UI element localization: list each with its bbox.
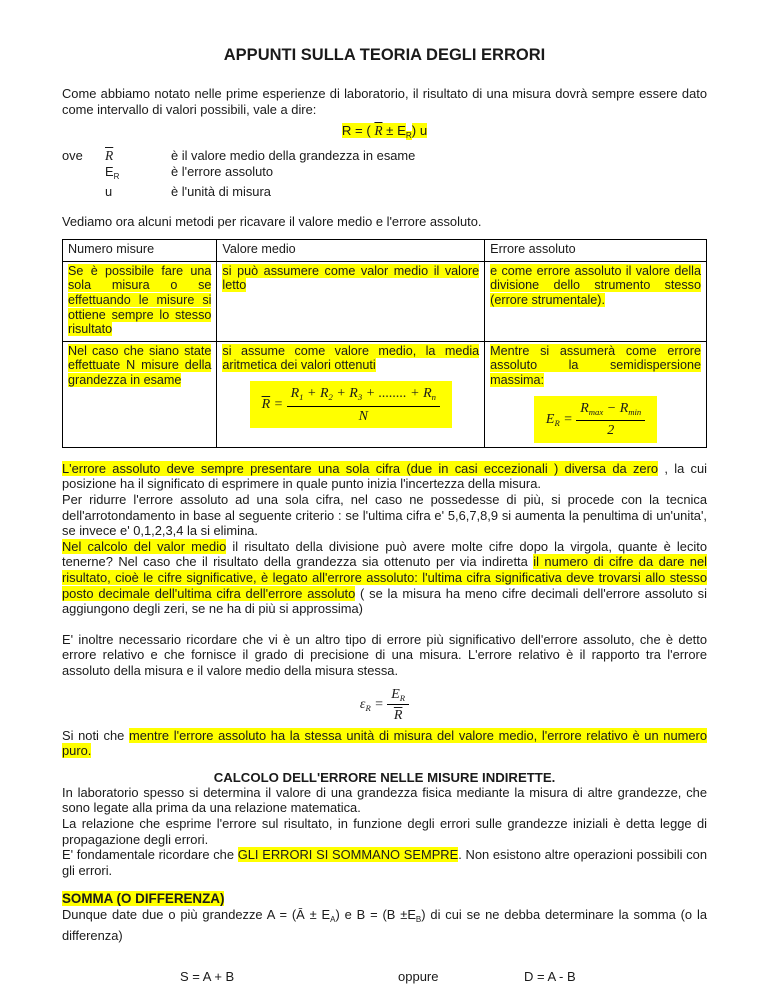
definition-row: [62, 184, 707, 200]
symbol-rbar-description: è il valore medio della grandezza in esame: [171, 148, 416, 164]
symbol-u-description: è l'unità di misura: [171, 184, 271, 200]
mean-formula: [250, 381, 452, 428]
header-errore-assoluto: Errore assoluto: [485, 240, 707, 262]
text-segment: Si noti che: [62, 727, 129, 743]
intro-paragraph: Come abbiamo notato nelle prime esperienze di laboratorio, il risultato di una misura dovrà sempre essere dato come intervallo di valori possibili, vale a dire:: [62, 86, 707, 117]
table-row: [63, 341, 707, 447]
paragraph-sum-definition: [62, 907, 707, 943]
section-heading-indirect-measures: CALCOLO DELL'ERRORE NELLE MISURE INDIRETTE.: [213, 769, 556, 785]
fraction-denominator: [387, 705, 409, 724]
error-methods-table: [62, 239, 707, 448]
text-segment: , la cui posizione ha il significato di esprimere in quale punto inizia l'incertezza della misura.: [62, 460, 707, 492]
error-formula: [534, 396, 657, 443]
text-segment: E: [545, 411, 555, 427]
text-segment: R = (: [341, 123, 375, 139]
section-heading-somma: [62, 891, 707, 906]
text-segment: =: [370, 696, 388, 712]
text-segment: =: [559, 411, 577, 427]
text-segment: E: [391, 686, 400, 702]
cell-mean-read-value: [217, 261, 485, 341]
sum-difference-formula-row: [62, 969, 707, 987]
equation-lhs: [546, 410, 576, 426]
relative-error-formula-line: [62, 685, 707, 724]
semidispersion-description: [490, 344, 701, 388]
text-segment: min: [628, 406, 642, 417]
text-segment: il numero di cifre da dare nel risultato, cioè le cifre significative, è legato all'errore assoluto: l'ultima cifra significativa deve trovarsi allo stesso posto decimale dell'ultima cifra dell'errore assoluto: [62, 554, 708, 601]
mean-formula-wrap: [222, 373, 479, 428]
text-segment: u: [105, 184, 113, 200]
text-segment: L'errore assoluto deve sempre presentare una sola cifra (due in casi eccezionali ) diversa da zero: [62, 460, 659, 476]
text-segment: si può assumere come valor medio il valore letto: [222, 263, 480, 293]
equation: [546, 400, 645, 439]
text-segment: E' inoltre necessario ricordare che vi è un altro tipo di errore più significativo dell'errore assoluto, che è detto errore relativo e che fornisce il grado di precisione di una misura. L'errore relativo è il rapporto tra l'errore assoluto della misura e il valore medio della misura stessa.: [62, 631, 707, 678]
text-segment: 3: [357, 392, 363, 402]
spacer: [62, 184, 105, 200]
result-formula: [338, 122, 431, 141]
result-formula-line: [62, 122, 707, 141]
text-segment: − R: [603, 400, 629, 416]
text-segment: e come errore assoluto il valore della divisione dello strumento stesso (errore strumentale).: [490, 263, 701, 307]
table-header-row: [63, 240, 707, 262]
paragraph-rounding-rule: [62, 492, 707, 539]
text-segment: =: [270, 397, 287, 413]
text-segment: R: [554, 417, 560, 428]
text-segment: + R: [332, 385, 358, 401]
text-segment: Mentre si assumerà come errore assoluto la semidispersione massima:: [490, 343, 701, 387]
text-segment: La relazione che esprime l'errore sul risultato, in funzione degli errori sulle grandezze iniziali è detta legge di propagazione degli errori.: [62, 815, 707, 847]
text-segment: R: [405, 131, 412, 141]
difference-formula: D = A - B: [524, 969, 576, 985]
text-segment: R: [113, 171, 120, 181]
text-segment: + R: [303, 385, 329, 401]
equation: [360, 685, 409, 724]
cell-instrument-error: [485, 261, 707, 341]
text-segment: R: [399, 692, 406, 703]
text-segment: ε: [359, 696, 366, 712]
mean-description: [222, 344, 479, 373]
text-segment: si assume come valore medio, la media aritmetica dei valori ottenuti: [222, 343, 480, 373]
cell-arithmetic-mean: [217, 341, 485, 447]
equation: [262, 385, 440, 424]
text-segment: ) e B = (B ±E: [335, 907, 416, 923]
text-segment: R: [365, 702, 371, 713]
definition-row: [62, 148, 707, 164]
table-row: [63, 261, 707, 341]
ove-label: ove: [62, 148, 83, 164]
text-segment: E: [105, 163, 114, 179]
methods-intro-paragraph: Vediamo ora alcuni metodi per ricavare il valore medio e l'errore assoluto.: [62, 213, 482, 229]
fraction-denominator: [287, 407, 440, 425]
fraction-numerator: [387, 685, 409, 705]
paragraph-single-digit-rule: [62, 461, 707, 492]
text-segment: ) u: [411, 123, 428, 139]
text-segment: Per ridurre l'errore assoluto ad una sola cifra, nel caso ne possedesse di più, si procede con la tecnica dell'arrotondamento in base al seguente criterio : se l'ultima cifra e' 5,6,7,8,9 si aumenta la penultima di un'unita', se invece e' 0,1,2,3,4 la si elimina.: [62, 491, 707, 539]
paragraph-propagation-law: [62, 816, 707, 847]
page-title: APPUNTI SULLA TEORIA DEGLI ERRORI: [223, 46, 546, 64]
header-numero-misure: Numero misure: [63, 240, 217, 262]
text-segment: . Non esistono altre operazioni possibili con gli errori.: [62, 847, 707, 878]
text-segment: 1: [299, 392, 304, 402]
text-segment: N: [358, 408, 368, 424]
sum-formula: S = A + B: [180, 969, 235, 985]
document-content: [62, 46, 707, 987]
text-segment: mentre l'errore assoluto ha la stessa unità di misura del valore medio, l'errore relativo è un numero puro.: [62, 727, 707, 759]
symbol-er-description: è l'errore assoluto: [171, 163, 274, 179]
text-segment: GLI ERRORI SI SOMMANO SEMPRE: [237, 847, 459, 863]
text-segment: + ........ + R: [362, 385, 432, 401]
text-segment: ( se la misura ha meno cifre decimali dell'errore assoluto si aggiungono degli zeri, se ne ha di più si approssima): [62, 585, 707, 617]
text-segment: $\overline{R}$: [105, 148, 114, 164]
paragraph-pure-number: [62, 728, 707, 759]
text-segment: A: [330, 915, 336, 925]
header-valore-medio: Valore medio: [217, 240, 485, 262]
cell-semidispersion: [485, 341, 707, 447]
fraction: [287, 385, 440, 424]
text-segment: 2: [328, 392, 333, 402]
text-segment: ± E: [382, 123, 406, 139]
definition-row: [62, 164, 707, 184]
text-segment: SOMMA (O DIFFERENZA): [62, 891, 225, 907]
error-formula-wrap: [490, 388, 701, 443]
text-segment: Dunque date due o più grandezze A = (Ā ± E: [62, 907, 331, 923]
text-segment: B: [415, 915, 422, 925]
text-segment: n: [431, 392, 436, 402]
text-segment: 2: [607, 423, 615, 439]
paragraph-lab-measures: [62, 785, 707, 816]
text-segment: Nel caso che siano state effettuate N misure della grandezza in esame: [68, 343, 212, 387]
symbol-er: [105, 164, 171, 184]
text-segment: max: [588, 406, 604, 417]
text-segment: In laboratorio spesso si determina il valore di una grandezza fisica mediante la misura di altre grandezze, che sono legate alla prima da una relazione matematica.: [62, 784, 707, 816]
cell-n-measures: [63, 341, 217, 447]
symbol-definitions: [62, 148, 707, 200]
text-segment: E' fondamentale ricordare che: [62, 847, 238, 863]
fraction: [576, 400, 645, 439]
equation-lhs: [360, 695, 387, 711]
paragraph-errors-always-add: [62, 847, 707, 878]
text-segment: ) di cui se ne debba determinare la somma (o la differenza): [62, 907, 707, 943]
text-segment: $\overline{R}$: [374, 123, 383, 139]
oppure-label: oppure: [398, 969, 439, 985]
fraction-numerator: [576, 400, 645, 422]
text-segment: il risultato della divisione può avere molte cifre dopo la virgola, quante è lecito tenerne? Nel caso che il risultato della grandezza sia ottenuto per via indiretta: [62, 538, 707, 570]
spacer: [62, 617, 707, 632]
symbol-u: [105, 184, 171, 200]
spacer: [62, 164, 105, 184]
fraction-denominator: [576, 421, 645, 439]
text-segment: Nel calcolo del valor medio: [62, 538, 227, 554]
equation-lhs: [262, 395, 287, 411]
text-segment: R: [393, 707, 403, 723]
text-segment: $\overline{R}$: [261, 397, 271, 413]
fraction-numerator: [287, 385, 440, 407]
text-segment: Se è possibile fare una sola misura o se effettuando le misure si ottiene sempre lo stesso risultato: [68, 263, 212, 337]
symbol-rbar: [105, 148, 171, 164]
paragraph-relative-error: [62, 632, 707, 679]
fraction: [387, 685, 409, 724]
text-segment: R: [290, 385, 300, 401]
cell-single-measure: [63, 261, 217, 341]
text-segment: R: [580, 400, 589, 416]
paragraph-significant-digits: [62, 539, 707, 617]
